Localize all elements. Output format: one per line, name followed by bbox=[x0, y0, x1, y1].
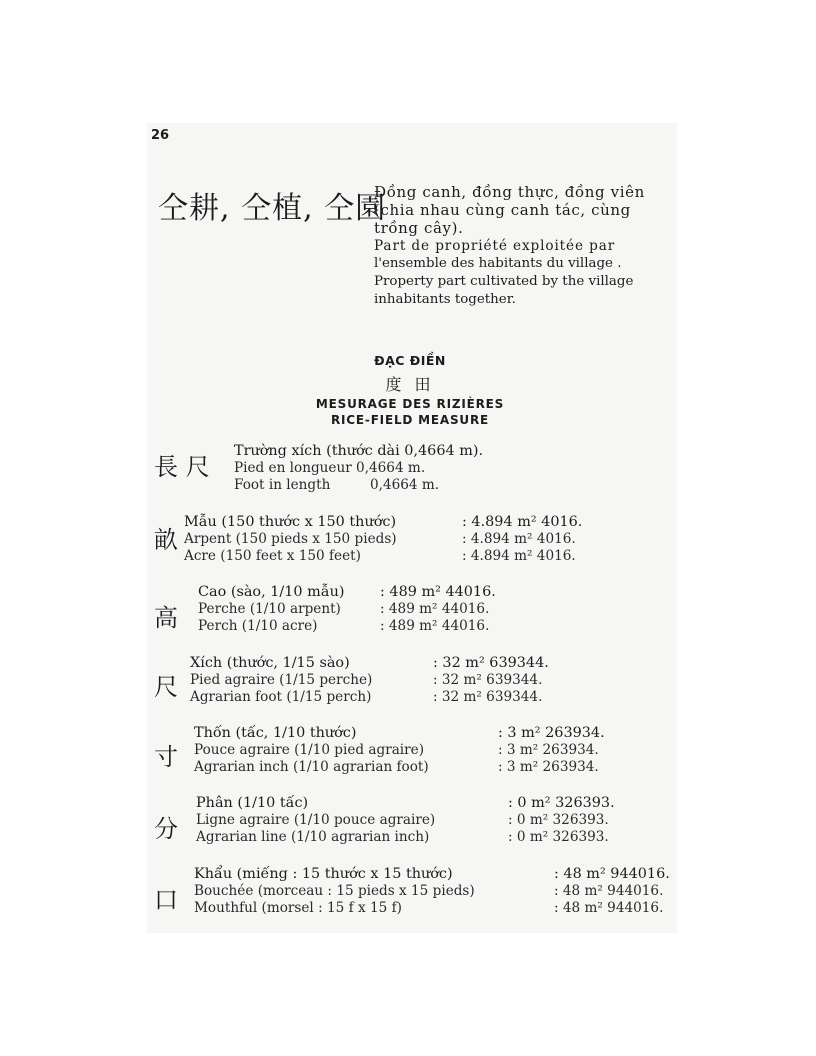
entry-line-value: : 48 m² 944016. bbox=[554, 883, 664, 899]
entry-line bbox=[194, 759, 599, 776]
header-definition bbox=[374, 183, 669, 309]
section-vi-title: ĐẠC ĐIỀN bbox=[374, 353, 446, 368]
entry-line bbox=[194, 900, 664, 917]
entry-lines bbox=[194, 866, 670, 917]
entry-line-label: Foot in length bbox=[234, 477, 331, 493]
entry-lines bbox=[196, 795, 615, 846]
entry-line-value: : 0 m² 326393. bbox=[508, 829, 609, 845]
entry-line bbox=[198, 618, 490, 635]
entry-line-value: : 4.894 m² 4016. bbox=[462, 531, 576, 547]
entry-line-value: : 3 m² 263934. bbox=[498, 725, 605, 741]
entry-line-label: Thốn (tấc, 1/10 thước) bbox=[194, 725, 357, 741]
entry-hanzi: 尺 bbox=[154, 673, 178, 701]
entry-lines bbox=[184, 514, 583, 565]
entry-hanzi: 長 尺 bbox=[154, 453, 210, 481]
entry-line bbox=[196, 812, 609, 829]
entry-line bbox=[234, 460, 483, 477]
header-vi-line-2: (chia nhau cùng canh tác, cùng bbox=[374, 201, 631, 219]
entry-line-value: : 489 m² 44016. bbox=[380, 601, 490, 617]
entry-line-value: : 489 m² 44016. bbox=[380, 584, 496, 600]
entry-line-label: Pied en longueur 0,4664 m. bbox=[234, 460, 426, 476]
section-hanzi-title: 度 田 bbox=[385, 375, 435, 394]
header-vi-line-1: Đồng canh, đồng thực, đồng viên bbox=[374, 183, 645, 201]
section-fr-title: MESURAGE DES RIZIÈRES bbox=[315, 397, 505, 411]
entry-line-label: Pouce agraire (1/10 pied agraire) bbox=[194, 742, 425, 758]
entry-hanzi: 畝 bbox=[154, 526, 178, 554]
entry-line-value: : 4.894 m² 4016. bbox=[462, 514, 583, 530]
page-number: 26 bbox=[151, 128, 170, 143]
entry-line-value: : 48 m² 944016. bbox=[554, 866, 670, 882]
entry-line bbox=[196, 795, 615, 812]
header-fr-line-2: l'ensemble des habitants du village . bbox=[374, 256, 622, 271]
entry-line-label: Mẫu (150 thước x 150 thước) bbox=[184, 514, 397, 530]
entry-line bbox=[184, 548, 576, 565]
header-fr-line-1: Part de propriété exploitée par bbox=[374, 238, 616, 254]
entry-line-label: Agrarian foot (1/15 perch) bbox=[190, 689, 372, 705]
entry-line-label: Pied agraire (1/15 perche) bbox=[190, 672, 373, 688]
entry-line-label: Mouthful (morsel : 15 f x 15 f) bbox=[194, 900, 402, 916]
entry-line-value: 0,4664 m. bbox=[370, 477, 440, 493]
entry-line bbox=[198, 584, 496, 601]
entry-line-value: : 0 m² 326393. bbox=[508, 812, 609, 828]
entry-line bbox=[190, 689, 543, 706]
entry-line-label: Acre (150 feet x 150 feet) bbox=[184, 548, 361, 564]
entry-lines bbox=[234, 443, 483, 494]
entry-line-label: Trường xích (thước dài 0,4664 m). bbox=[234, 443, 484, 459]
entry-hanzi: 寸 bbox=[154, 743, 178, 771]
entry-line bbox=[194, 866, 670, 883]
entry-line bbox=[194, 742, 599, 759]
entry-line bbox=[234, 443, 483, 460]
header-en-line-1: Property part cultivated by the village bbox=[374, 274, 634, 289]
header-hanzi: 仝耕, 仝植, 仝園 bbox=[158, 191, 387, 226]
entry-line bbox=[194, 725, 605, 742]
entry-line-label: Perche (1/10 arpent) bbox=[198, 601, 341, 617]
entry-line bbox=[190, 672, 543, 689]
entry-line-label: Khẩu (miếng : 15 thước x 15 thước) bbox=[194, 866, 453, 882]
entry-line-value: : 32 m² 639344. bbox=[433, 672, 543, 688]
entry-line-value: : 32 m² 639344. bbox=[433, 689, 543, 705]
entry-hanzi: 分 bbox=[154, 815, 178, 843]
entry-line-label: Agrarian inch (1/10 agrarian foot) bbox=[194, 759, 429, 775]
entry-line-label: Ligne agraire (1/10 pouce agraire) bbox=[196, 812, 436, 828]
section-en-title: RICE-FIELD MEASURE bbox=[331, 413, 489, 427]
entry-line-value: : 48 m² 944016. bbox=[554, 900, 664, 916]
entry-line-value: : 489 m² 44016. bbox=[380, 618, 490, 634]
entry-line bbox=[190, 655, 549, 672]
entry-line bbox=[184, 531, 576, 548]
entry-line bbox=[196, 829, 609, 846]
entry-line-label: Phân (1/10 tấc) bbox=[196, 795, 309, 811]
entry-hanzi: 口 bbox=[154, 886, 178, 914]
entry-line bbox=[184, 514, 583, 531]
entry-line-value: : 3 m² 263934. bbox=[498, 759, 599, 775]
entry-line-label: Xích (thước, 1/15 sào) bbox=[190, 655, 350, 671]
entry-hanzi: 高 bbox=[154, 604, 178, 632]
entry-lines bbox=[198, 584, 496, 635]
section-title bbox=[290, 353, 530, 427]
entry-line bbox=[234, 477, 483, 494]
entry-line-label: Agrarian line (1/10 agrarian inch) bbox=[196, 829, 430, 845]
entry-line-value: : 32 m² 639344. bbox=[433, 655, 549, 671]
entry-line bbox=[198, 601, 490, 618]
entry-lines bbox=[190, 655, 549, 706]
entry-line-label: Cao (sào, 1/10 mẫu) bbox=[198, 584, 345, 600]
header-en-line-2: inhabitants together. bbox=[374, 292, 516, 307]
entry-line-label: Perch (1/10 acre) bbox=[198, 618, 318, 634]
entry-lines bbox=[194, 725, 605, 776]
entry-line-label: Bouchée (morceau : 15 pieds x 15 pieds) bbox=[194, 883, 475, 899]
entry-line-value: : 0 m² 326393. bbox=[508, 795, 615, 811]
entry-line-value: : 3 m² 263934. bbox=[498, 742, 599, 758]
entry-line bbox=[194, 883, 664, 900]
entry-line-label: Arpent (150 pieds x 150 pieds) bbox=[184, 531, 397, 547]
entry-line-value: : 4.894 m² 4016. bbox=[462, 548, 576, 564]
header-vi-line-3: trồng cây). bbox=[374, 219, 464, 237]
